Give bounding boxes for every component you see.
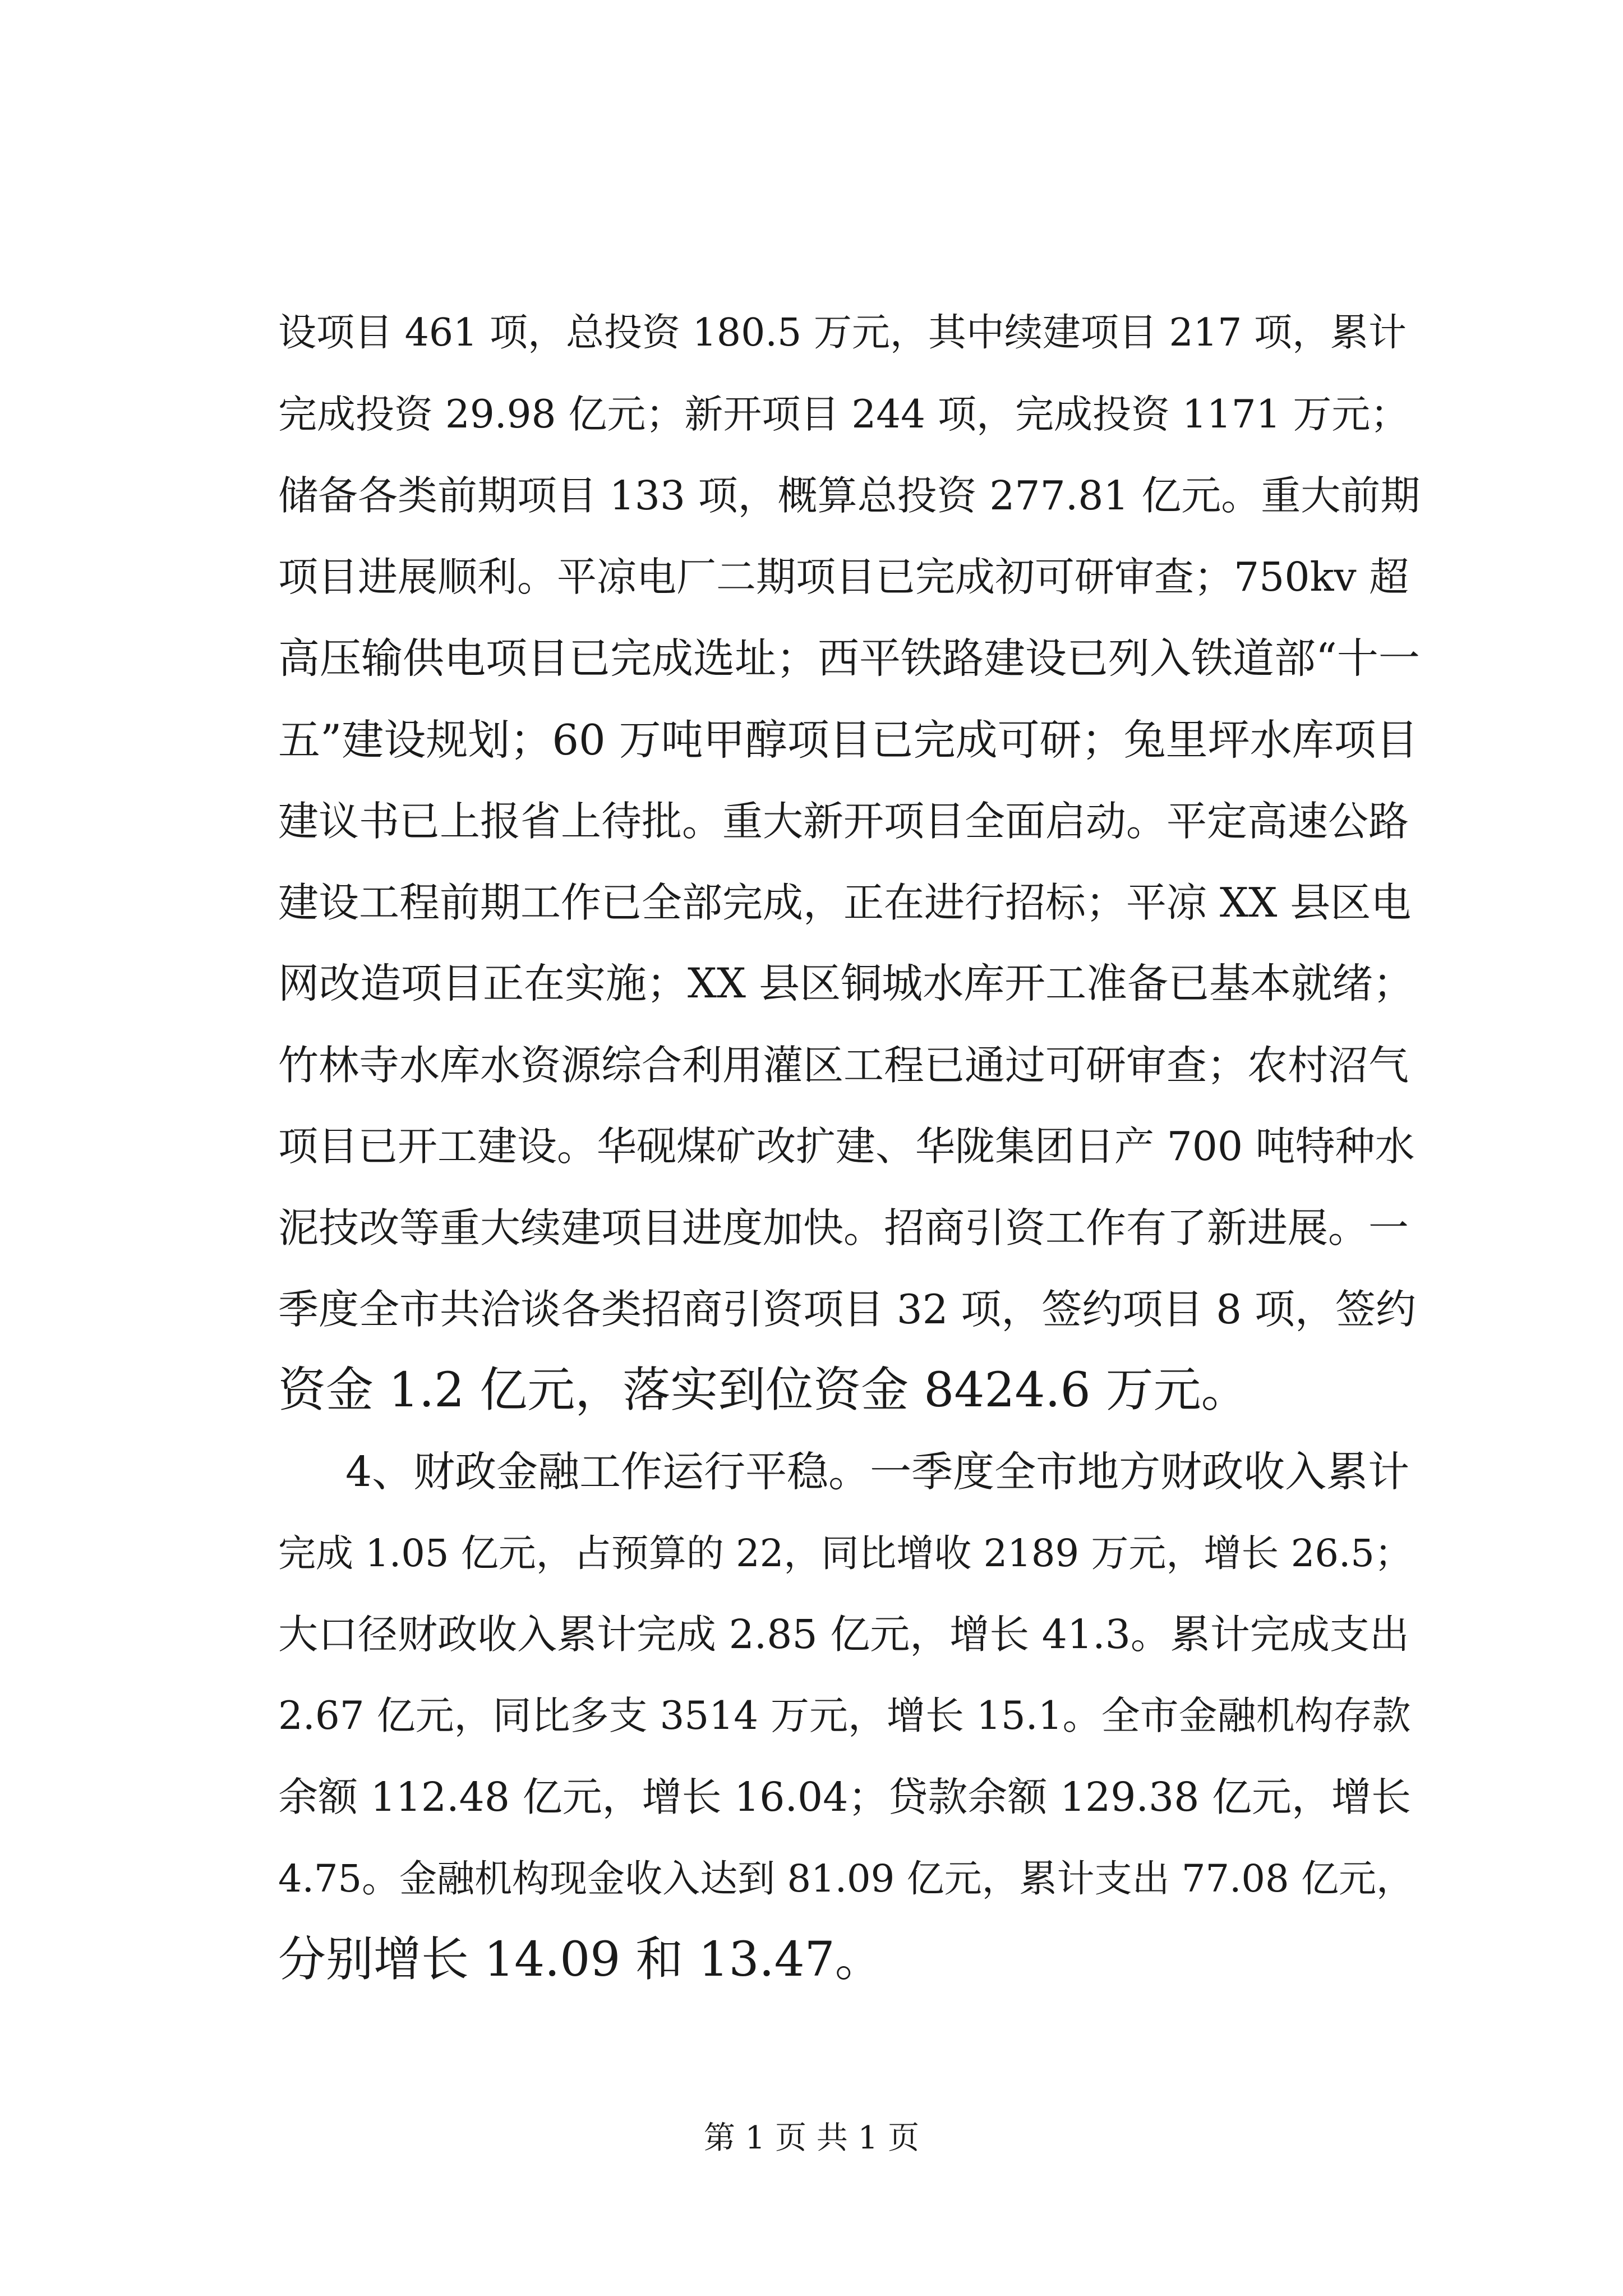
text-line: 项目进展顺利。平凉电厂二期项目已完成初可研审查；750kv 超: [278, 554, 1409, 600]
text-line: 设项目 461 项，总投资 180.5 万元，其中续建项目 217 项，累计: [278, 311, 1407, 355]
paragraph-heading-line: 4、财政金融工作运行平稳。一季度全市地方财政收入累计: [345, 1448, 1410, 1496]
text-line: 完成 1.05 亿元，占预算的 22，同比增收 2189 万元，增长 26.5；: [278, 1531, 1412, 1575]
text-line: 完成投资 29.98 亿元；新开项目 244 项，完成投资 1171 万元；: [278, 392, 1409, 437]
text-line: 分别增长 14.09 和 13.47。: [278, 1932, 883, 1987]
text-line: 网改造项目正在实施；XX 县区铜城水库开工准备已基本就绪；: [278, 960, 1414, 1007]
text-line: 2.67 亿元，同比多支 3514 万元，增长 15.1。全市金融机构存款: [278, 1694, 1411, 1738]
text-line: 泥技改等重大续建项目进度加快。招商引资工作有了新进展。一: [278, 1204, 1409, 1251]
text-line: 建设工程前期工作已全部完成，正在进行招标；平凉 XX 县区电: [278, 879, 1412, 926]
text-line: 竹林寺水库水资源综合利用灌区工程已通过可研审查；农村沼气: [278, 1042, 1409, 1089]
text-line: 余额 112.48 亿元，增长 16.04；贷款余额 129.38 亿元，增长: [278, 1774, 1411, 1820]
page-footer: 第 1 页 共 1 页: [703, 2120, 920, 2156]
text-line: 项目已开工建设。华砚煤矿改扩建、华陇集团日产 700 吨特种水: [278, 1123, 1415, 1170]
text-line: 4.75。金融机构现金收入达到 81.09 亿元，累计支出 77.08 亿元，: [278, 1857, 1414, 1901]
text-line: 季度全市共洽谈各类招商引资项目 32 项，签约项目 8 项，签约: [278, 1286, 1416, 1333]
text-line: 大口径财政收入累计完成 2.85 亿元，增长 41.3。累计完成支出: [278, 1611, 1409, 1658]
text-line: 储备各类前期项目 133 项，概算总投资 277.81 亿元。重大前期: [278, 472, 1421, 519]
text-line: 高压输供电项目已完成选址；西平铁路建设已列入铁道部“十一: [278, 634, 1420, 683]
text-line: 建议书已上报省上待批。重大新开项目全面启动。平定高速公路: [278, 798, 1409, 845]
text-line: 五”建设规划；60 万吨甲醇项目已完成可研；兔里坪水库项目: [278, 715, 1418, 765]
text-line: 资金 1.2 亿元，落实到位资金 8424.6 万元。: [278, 1363, 1249, 1418]
